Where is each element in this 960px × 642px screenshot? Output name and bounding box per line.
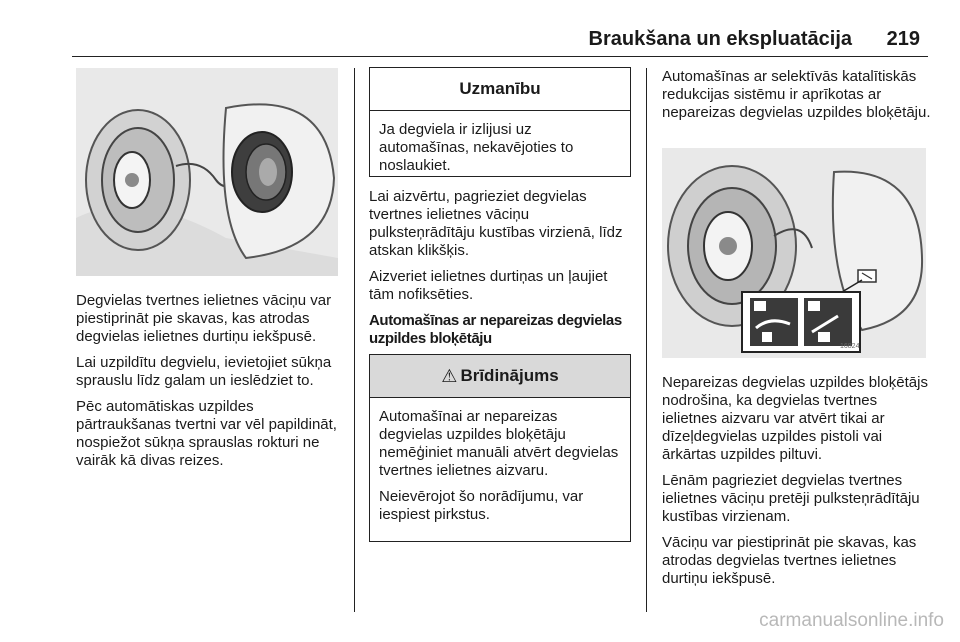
- watermark: carmanualsonline.info: [759, 610, 944, 631]
- column-divider-1: [354, 68, 355, 612]
- section-subheading: Automašīnas ar nepareizas degvielas uzpildes bloķētāju: [369, 312, 622, 347]
- fuel-cap-illustration: [76, 68, 338, 276]
- column-2-text: [369, 188, 634, 356]
- column-3-text: [662, 374, 932, 596]
- caution-title: Uzmanību: [370, 68, 630, 111]
- caution-text: Ja degviela ir izlijusi uz automašīnas, nekavējoties to noslaukiet.: [379, 121, 574, 174]
- paragraph: Aizveriet ielietnes durtiņas un ļaujiet tām nofiksēties.: [369, 268, 608, 303]
- warning-title: Brīdinājums: [460, 366, 559, 385]
- paragraph: Lai uzpildītu degvielu, ievietojiet sūkņa sprauslu līdz galam un ieslēdziet to.: [76, 354, 332, 389]
- warning-header: [370, 355, 630, 398]
- paragraph: Degvielas tvertnes ielietnes vāciņu var piestiprināt pie skavas, kas atrodas degvielas ielietnes durtiņu iekšpusē.: [76, 292, 332, 345]
- section-title: Braukšana un ekspluatācija: [588, 28, 852, 50]
- paragraph: Vāciņu var piestiprināt pie skavas, kas atrodas degvielas tvertnes ielietnes durtiņu iekšpusē.: [662, 534, 917, 587]
- paragraph: Automašīnas ar selektīvās katalītiskās redukcijas sistēmu ir aprīkotas ar nepareizas degvielas uzpildes bloķētāju.: [662, 68, 931, 121]
- warning-icon: ⚠: [441, 365, 458, 386]
- paragraph: Lēnām pagrieziet degvielas tvertnes ielietnes vāciņu pretēji pulksteņrādītāju kustības virzienam.: [662, 472, 920, 525]
- paragraph: Pēc automātiskas uzpildes pārtraukšanas tvertni var vēl papildināt, nospiežot sūkņa sprauslas rokturi ne vairāk kā divas reizes.: [76, 398, 337, 469]
- header-rule: [72, 56, 928, 57]
- column-1-text: [76, 292, 344, 478]
- misfuel-inhibitor-illustration: [662, 148, 926, 358]
- paragraph: Nepareizas degvielas uzpildes bloķētājs nodrošina, ka degvielas tvertnes ielietnes aizvaru var atvērt tikai ar dīzeļdegvielas uzpildes pistoli vai ārkārtas uzpildes piltuvi.: [662, 374, 928, 463]
- column-divider-2: [646, 68, 647, 612]
- warning-text: Neievērojot šo norādījumu, var iespiest pirkstus.: [379, 488, 584, 523]
- page-number: 219: [886, 28, 920, 50]
- column-3-intro: [662, 68, 932, 130]
- misfuel-inhibitor-drawing: [662, 148, 926, 358]
- warning-box: [369, 354, 631, 542]
- fuel-cap-drawing: [76, 68, 338, 276]
- figure-code: 16824: [840, 343, 860, 350]
- paragraph: Lai aizvērtu, pagrieziet degvielas tvertnes ielietnes vāciņu pulksteņrādītāju kustības virzienā, līdz atskan klikšķis.: [369, 188, 623, 259]
- caution-box: [369, 67, 631, 177]
- warning-text: Automašīnai ar nepareizas degvielas uzpildes bloķētāju nemēģiniet manuāli atvērt degvielas tvertnes ielietnes aizvaru.: [379, 408, 619, 479]
